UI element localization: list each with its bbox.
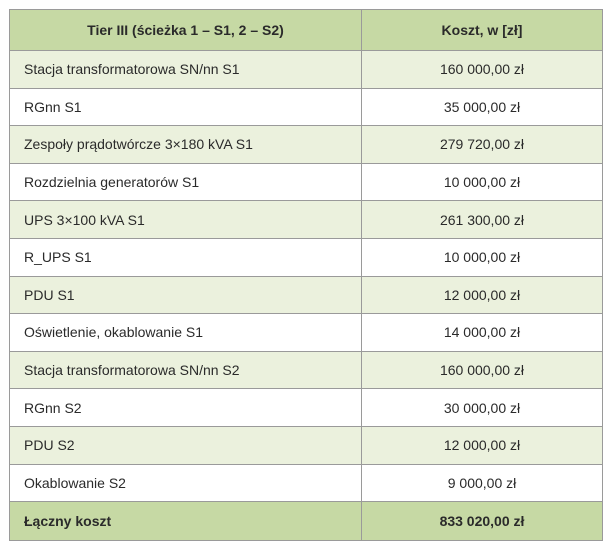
row-cost: 10 000,00 zł — [362, 163, 603, 201]
table-row — [10, 126, 603, 164]
row-item: PDU S1 — [10, 276, 362, 314]
row-item: Stacja transformatorowa SN/nn S2 — [10, 351, 362, 389]
table-row — [10, 351, 603, 389]
row-cost: 10 000,00 zł — [362, 238, 603, 276]
row-item: UPS 3×100 kVA S1 — [10, 201, 362, 239]
header-row — [10, 10, 603, 51]
total-row — [10, 502, 603, 541]
table-row — [10, 464, 603, 502]
row-cost: 279 720,00 zł — [362, 126, 603, 164]
row-cost: 261 300,00 zł — [362, 201, 603, 239]
table-row — [10, 426, 603, 464]
total-label: Łączny koszt — [10, 502, 362, 541]
cost-table — [9, 9, 603, 541]
row-cost: 160 000,00 zł — [362, 351, 603, 389]
row-item: PDU S2 — [10, 426, 362, 464]
header-cost: Koszt, w [zł] — [362, 10, 603, 51]
row-cost: 30 000,00 zł — [362, 389, 603, 427]
row-item: RGnn S1 — [10, 88, 362, 126]
table-row — [10, 201, 603, 239]
row-item: Okablowanie S2 — [10, 464, 362, 502]
row-cost: 12 000,00 zł — [362, 276, 603, 314]
table-header — [10, 10, 603, 51]
row-item: R_UPS S1 — [10, 238, 362, 276]
row-item: Zespoły prądotwórcze 3×180 kVA S1 — [10, 126, 362, 164]
row-cost: 12 000,00 zł — [362, 426, 603, 464]
total-value: 833 020,00 zł — [362, 502, 603, 541]
row-item: Rozdzielnia generatorów S1 — [10, 163, 362, 201]
row-item: Oświetlenie, okablowanie S1 — [10, 314, 362, 352]
table-body — [10, 51, 603, 502]
table-row — [10, 88, 603, 126]
header-item: Tier III (ścieżka 1 – S1, 2 – S2) — [10, 10, 362, 51]
table-row — [10, 51, 603, 89]
table-row — [10, 238, 603, 276]
row-item: Stacja transformatorowa SN/nn S1 — [10, 51, 362, 89]
table-footer — [10, 502, 603, 541]
row-cost: 9 000,00 zł — [362, 464, 603, 502]
table-row — [10, 314, 603, 352]
table-row — [10, 389, 603, 427]
table-row — [10, 276, 603, 314]
row-item: RGnn S2 — [10, 389, 362, 427]
table-row — [10, 163, 603, 201]
row-cost: 160 000,00 zł — [362, 51, 603, 89]
row-cost: 35 000,00 zł — [362, 88, 603, 126]
row-cost: 14 000,00 zł — [362, 314, 603, 352]
